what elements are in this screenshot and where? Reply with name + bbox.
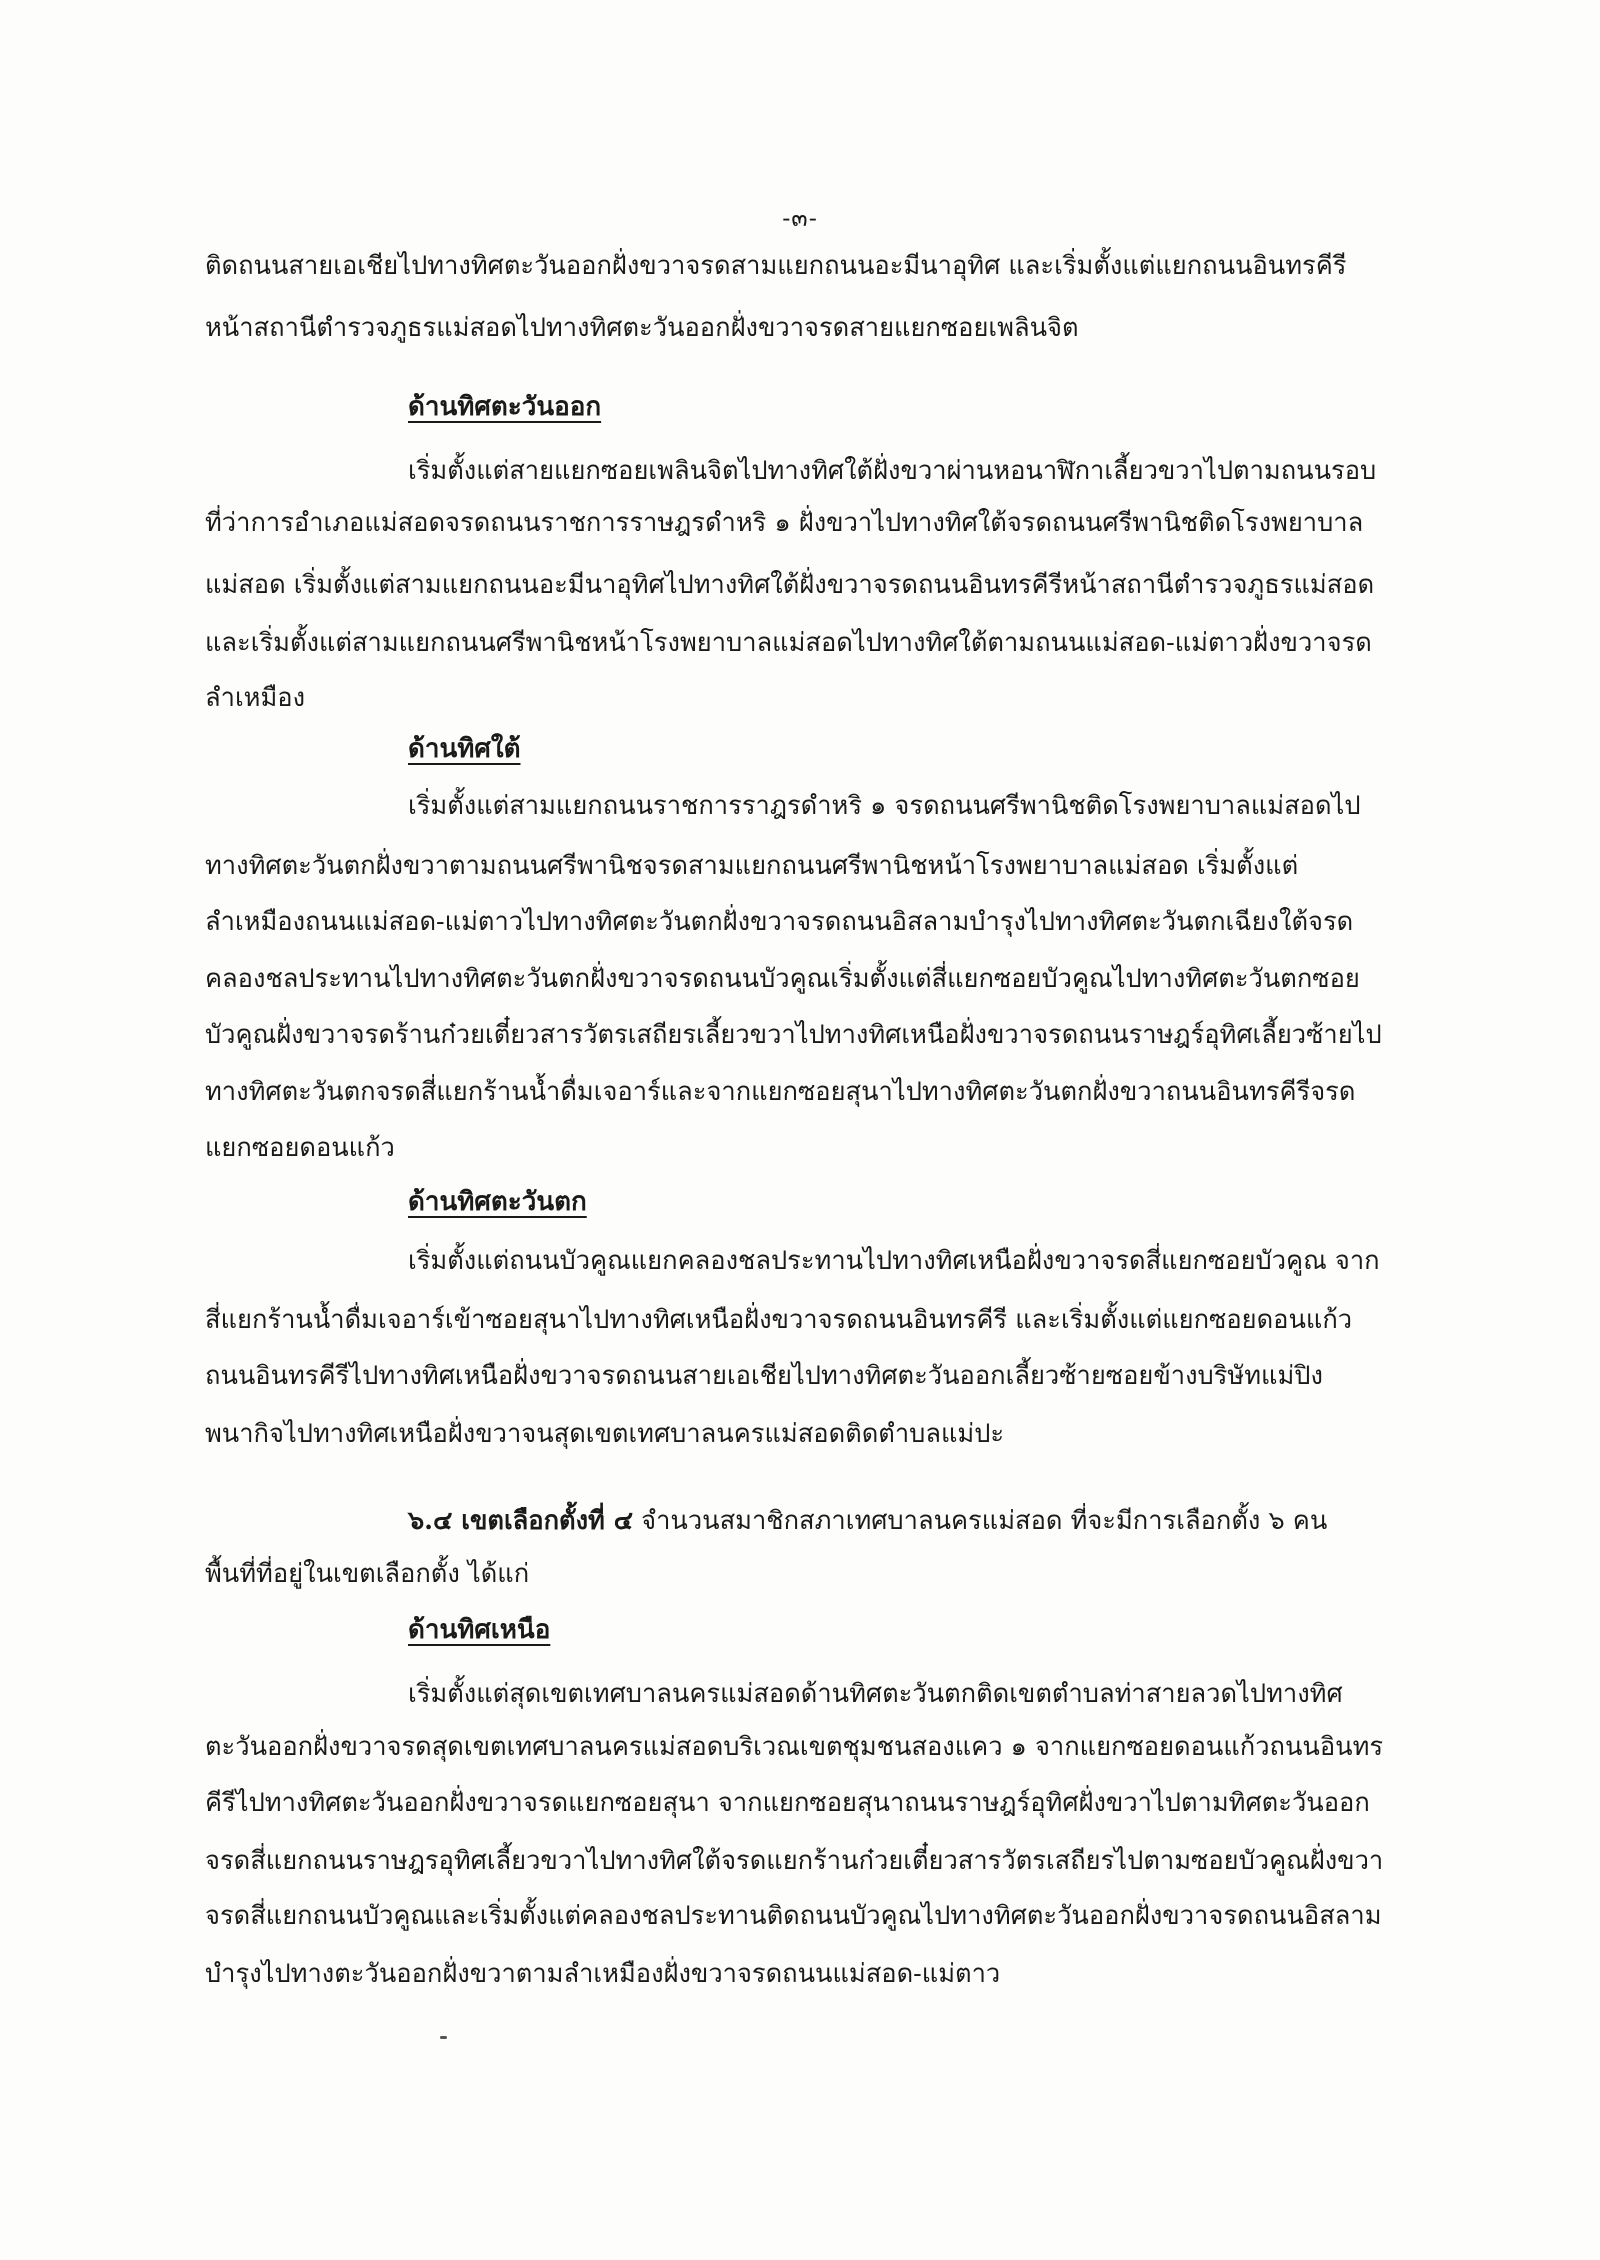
paragraph-line: ทางทิศตะวันตกจรดสี่แยกร้านน้ำดื่มเจอาร์และจากแยกซอยสุนาไปทางทิศตะวันตกฝั่งขวาถนนอินทรคีรีจรด [205,1077,1356,1107]
section-heading-east: ด้านทิศตะวันออก [408,392,602,422]
intro-line: หน้าสถานีตำรวจภูธรแม่สอดไปทางทิศตะวันออกฝั่งขวาจรดสายแยกซอยเพลินจิต [205,313,1079,343]
paragraph-first-line: เริ่มตั้งแต่สามแยกถนนราชการราฎรดำหริ ๑ จรดถนนศรีพานิชติดโรงพยาบาลแม่สอดไป [408,791,1361,821]
paragraph-line: จรดสี่แยกถนนบัวคูณและเริ่มตั้งแต่คลองชลประทานติดถนนบัวคูณไปทางทิศตะวันออกฝั่งขวาจรดถนนอิสลาม [205,1901,1382,1931]
paragraph-line: แยกซอยดอนแก้ว [205,1133,395,1163]
paragraph-first-line: เริ่มตั้งแต่ถนนบัวคูณแยกคลองชลประทานไปทางทิศเหนือฝั่งขวาจรดสี่แยกซอยบัวคูณ จาก [408,1246,1380,1276]
section-heading-south: ด้านทิศใต้ [408,734,521,764]
paragraph-first-line: เริ่มตั้งแต่สุดเขตเทศบาลนครแม่สอดด้านทิศตะวันตกติดเขตตำบลท่าสายลวดไปทางทิศ [408,1679,1343,1709]
paragraph-line: ลำเหมือง [205,683,306,713]
paragraph-line: ทางทิศตะวันตกฝั่งขวาตามถนนศรีพานิชจรดสามแยกถนนศรีพานิชหน้าโรงพยาบาลแม่สอด เริ่มตั้งแต่ [205,851,1299,881]
zone-number-label: ๖.๔ เขตเลือกตั้งที่ ๔ [408,1506,634,1536]
paragraph-line: แม่สอด เริ่มตั้งแต่สามแยกถนนอะมีนาอุทิศไปทางทิศใต้ฝั่งขวาจรดถนนอินทรคีรีหน้าสถานีตำรวจภูธรแม่สอด [205,570,1375,600]
section-heading-west: ด้านทิศตะวันตก [408,1187,587,1217]
paragraph-line: บำรุงไปทางตะวันออกฝั่งขวาตามลำเหมืองฝั่งขวาจรดถนนแม่สอด-แม่ตาว [205,1959,1001,1989]
paragraph-line: สี่แยกร้านน้ำดื่มเจอาร์เข้าซอยสุนาไปทางทิศเหนือฝั่งขวาจรดถนนอินทรคีรี และเริ่มตั้งแต่แยกซอยดอนแก้ว [205,1305,1353,1335]
paragraph-line: จรดสี่แยกถนนราษฎรอุทิศเลี้ยวขวาไปทางทิศใต้จรดแยกร้านก๋วยเตี๋ยวสารวัตรเสถียรไปตามซอยบัวคูณฝั่งขวา [205,1846,1384,1876]
section-heading-north: ด้านทิศเหนือ [408,1615,551,1645]
paragraph-line: ลำเหมืองถนนแม่สอด-แม่ตาวไปทางทิศตะวันตกฝั่งขวาจรดถนนอิสลามบำรุงไปทางทิศตะวันตกเฉียงใต้จรด [205,907,1354,937]
paragraph-line: ที่ว่าการอำเภอแม่สอดจรดถนนราชการราษฎรดำหริ ๑ ฝั่งขวาไปทางทิศใต้จรดถนนศรีพานิชติดโรงพยาบาล [205,508,1364,538]
paragraph-line: และเริ่มตั้งแต่สามแยกถนนศรีพานิชหน้าโรงพยาบาลแม่สอดไปทางทิศใต้ตามถนนแม่สอด-แม่ตาวฝั่งขวาจรด [205,628,1372,658]
paragraph-line: ถนนอินทรคีรีไปทางทิศเหนือฝั่งขวาจรดถนนสายเอเชียไปทางทิศตะวันออกเลี้ยวซ้ายซอยข้างบริษัทแม่ปิง [205,1361,1323,1391]
intro-line: ติดถนนสายเอเชียไปทางทิศตะวันออกฝั่งขวาจรดสามแยกถนนอะมีนาอุทิศ และเริ่มตั้งแต่แยกถนนอินทรคีรี [205,251,1347,281]
paragraph-line: พนากิจไปทางทิศเหนือฝั่งขวาจนสุดเขตเทศบาลนครแม่สอดติดตำบลแม่ปะ [205,1419,1005,1449]
zone-second-line: พื้นที่ที่อยู่ในเขตเลือกตั้ง ได้แก่ [205,1559,530,1589]
paragraph-line: บัวคูณฝั่งขวาจรดร้านก๋วยเตี๋ยวสารวัตรเสถียรเลี้ยวขวาไปทางทิศเหนือฝั่งขวาจรดถนนราษฎร์อุทิศเลี้ยวซ้ายไป [205,1020,1382,1050]
page-number: -๓- [782,204,818,232]
scan-speck [440,2036,447,2039]
paragraph-line: คีรีไปทางทิศตะวันออกฝั่งขวาจรดแยกซอยสุนา จากแยกซอยสุนาถนนราษฎร์อุทิศฝั่งขวาไปตามทิศตะวันออก [205,1788,1370,1818]
paragraph-first-line: เริ่มตั้งแต่สายแยกซอยเพลินจิตไปทางทิศใต้ฝั่งขวาผ่านหอนาฬิกาเลี้ยวขวาไปตามถนนรอบ [408,456,1377,486]
zone-description: จำนวนสมาชิกสภาเทศบาลนครแม่สอด ที่จะมีการเลือกตั้ง ๖ คน [633,1506,1328,1536]
paragraph-line: ตะวันออกฝั่งขวาจรดสุดเขตเทศบาลนครแม่สอดบริเวณเขตชุมชนสองแคว ๑ จากแยกซอยดอนแก้วถนนอินทร [205,1732,1384,1762]
paragraph-line: คลองชลประทานไปทางทิศตะวันตกฝั่งขวาจรดถนนบัวคูณเริ่มตั้งแต่สี่แยกซอยบัวคูณไปทางทิศตะวันตกซอย [205,964,1360,994]
